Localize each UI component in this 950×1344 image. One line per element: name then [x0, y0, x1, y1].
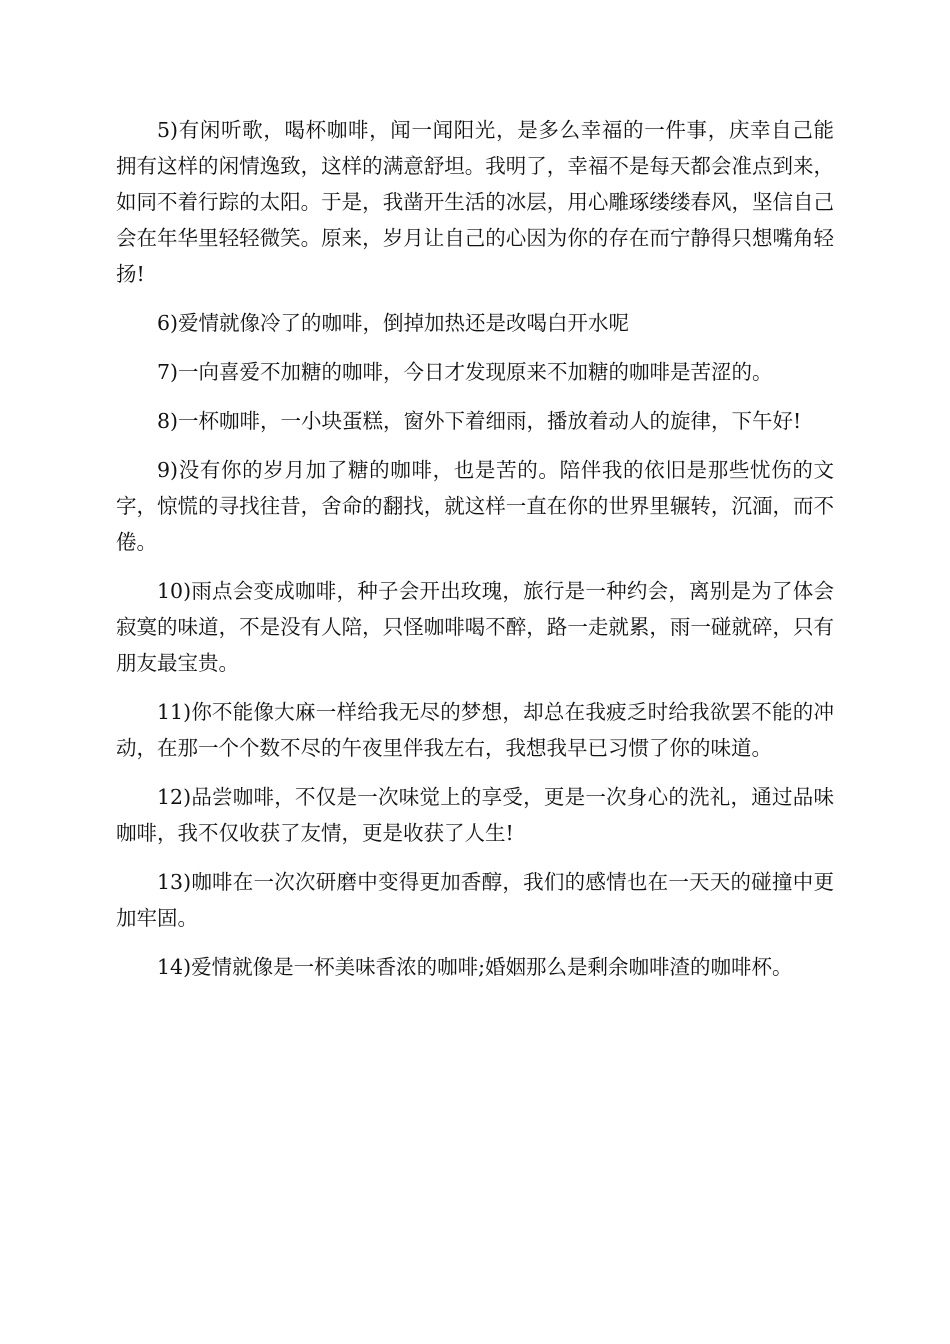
- document-body: [116, 112, 834, 998]
- paragraph-6: 6)爱情就像冷了的咖啡，倒掉加热还是改喝白开水呢: [157, 311, 630, 335]
- paragraph-10: 10)雨点会变成咖啡，种子会开出玫瑰，旅行是一种约会，离别是为了体会寂寞的味道，不是没有人陪，只怪咖啡喝不醉，路一走就累，雨一碰就碎，只有朋友最宝贵。: [116, 579, 834, 675]
- paragraph-13: 13)咖啡在一次次研磨中变得更加香醇，我们的感情也在一天天的碰撞中更加牢固。: [116, 870, 834, 930]
- paragraph-11: 11)你不能像大麻一样给我无尽的梦想，却总在我疲乏时给我欲罢不能的冲动，在那一个个数不尽的午夜里伴我左右，我想我早已习惯了你的味道。: [116, 700, 834, 760]
- paragraph-8: 8)一杯咖啡，一小块蛋糕，窗外下着细雨，播放着动人的旋律，下午好!: [157, 409, 802, 433]
- paragraph-9: 9)没有你的岁月加了糖的咖啡，也是苦的。陪伴我的依旧是那些忧伤的文字，惊慌的寻找往昔，舍命的翻找，就这样一直在你的世界里辗转，沉湎，而不倦。: [116, 458, 834, 554]
- paragraph-7: 7)一向喜爱不加糖的咖啡，今日才发现原来不加糖的咖啡是苦涩的。: [157, 360, 773, 384]
- paragraph-14: 14)爱情就像是一杯美味香浓的咖啡;婚姻那么是剩余咖啡渣的咖啡杯。: [157, 955, 793, 979]
- paragraph-12: 12)品尝咖啡，不仅是一次味觉上的享受，更是一次身心的洗礼，通过品味咖啡，我不仅收获了友情，更是收获了人生!: [116, 785, 834, 845]
- paragraph-5: 5)有闲听歌，喝杯咖啡，闻一闻阳光，是多么幸福的一件事，庆幸自己能拥有这样的闲情逸致，这样的满意舒坦。我明了，幸福不是每天都会准点到来，如同不着行踪的太阳。于是，我凿开生活的冰层，用心雕琢缕缕春风，坚信自己会在年华里轻轻微笑。原来，岁月让自己的心因为你的存在而宁静得只想嘴角轻扬!: [116, 118, 834, 286]
